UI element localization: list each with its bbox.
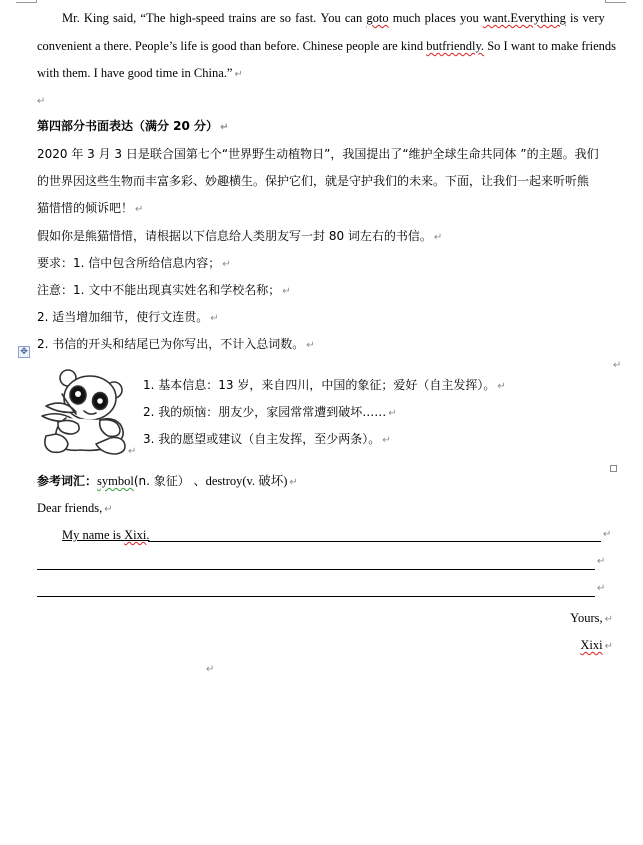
vocab-line (37, 473, 298, 491)
passage-word: You (320, 11, 341, 25)
task-line (37, 228, 442, 246)
paragraph-mark-icon: ↵ (104, 504, 113, 515)
intro-text: 的世界因这些生物而丰富多彩、妙趣横生。保护它们，就是守护我们的未来。下面，让我们一起来听听熊 (37, 174, 590, 188)
note-line-1 (37, 282, 291, 300)
passage-word: trains (228, 11, 257, 25)
note-line-2 (37, 309, 219, 327)
info-item-text: 2. 我的烦恼：朋友少，家园常常遭到破坏…… (143, 405, 387, 419)
info-item-2 (143, 404, 397, 422)
requirement-text: 要求：1. 信中包含所给信息内容； (37, 256, 221, 270)
paragraph-mark-icon: ↵ (433, 232, 443, 243)
passage-text: convenient a there. People’s life is good than before. Chinese people are kind butfriendly. So I want to make friends (37, 39, 617, 53)
paragraph-mark-icon: ↵ (604, 641, 613, 652)
intro-line-1 (37, 146, 599, 162)
passage-word: King (83, 11, 109, 25)
passage-word: places (424, 11, 456, 25)
paragraph-mark-icon: ↵ (220, 122, 229, 133)
table-resize-handle[interactable] (610, 465, 617, 472)
paragraph-mark-icon: ↵ (388, 408, 397, 419)
note-line-3 (37, 336, 315, 354)
paragraph-mark-icon: ↵ (37, 96, 46, 107)
answer-line-3[interactable] (37, 596, 595, 597)
info-item-text: 3. 我的愿望或建议（自主发挥，至少两条）。 (143, 432, 381, 446)
vocab-label: 参考词汇： (37, 474, 98, 488)
paragraph-mark-icon: ↵ (206, 664, 215, 675)
intro-line-3 (37, 200, 143, 218)
vocab-word-symbol: symbol (97, 474, 134, 488)
closing-text: Yours, (570, 611, 603, 625)
paragraph-mark-icon: ↵ (597, 556, 606, 567)
passage-word: want.Everything (482, 11, 566, 25)
letter-first-line-text: My name is Xixi. (62, 528, 150, 542)
passage-word: said, (113, 11, 137, 25)
passage-justified-line (37, 10, 605, 26)
page-corner-mark-left (16, 0, 37, 3)
vocab-word-destroy: destroy(v. 破坏) (205, 474, 288, 488)
passage-line-3 (37, 65, 243, 83)
letter-salutation (37, 500, 113, 518)
section-title-text: 第四部分书面表达（满分 20 分） (37, 119, 219, 133)
passage-word: can (344, 11, 363, 25)
paragraph-mark-icon: ↵ (604, 614, 613, 625)
vocab-separator: 、 (189, 474, 206, 488)
panda-illustration (36, 364, 142, 456)
paragraph-mark-icon: ↵ (135, 204, 144, 215)
paragraph-mark-icon: ↵ (306, 340, 315, 351)
note-text: 2. 适当增加细节，使行文连贯。 (37, 310, 209, 324)
passage-word: are (260, 11, 276, 25)
paragraph-mark-icon: ↵ (603, 529, 612, 540)
passage-word: you (460, 11, 479, 25)
passage-word: so (279, 11, 291, 25)
passage-word: is (570, 11, 579, 25)
passage-word: Mr. (62, 11, 80, 25)
passage-word: fast. (295, 11, 317, 25)
intro-text: 猫惜惜的倾诉吧！ (37, 201, 134, 215)
passage-line-1 (37, 10, 605, 26)
answer-line-2[interactable] (37, 569, 595, 570)
empty-paragraph (37, 92, 45, 110)
paragraph-mark-icon: ↵ (282, 286, 291, 297)
section-title (37, 118, 228, 136)
salutation-text: Dear friends, (37, 501, 103, 515)
letter-closing (570, 610, 613, 628)
table-move-handle-icon[interactable]: ✥ (18, 346, 30, 358)
info-item-1 (143, 377, 506, 395)
paragraph-mark-icon: ↵ (289, 477, 298, 488)
page-corner-mark-right (605, 0, 626, 3)
requirement-line (37, 255, 231, 273)
note-text: 2. 书信的开头和结尾已为你写出，不计入总词数。 (37, 337, 305, 351)
task-text: 假如你是熊猫惜惜，请根据以下信息给人类朋友写一封 80 词左右的书信。 (37, 229, 432, 243)
info-item-3 (143, 431, 391, 449)
passage-line-2 (37, 38, 616, 54)
passage-word: goto (366, 11, 389, 25)
paragraph-mark-icon: ↵ (128, 446, 137, 457)
paragraph-mark-icon: ↵ (222, 259, 231, 270)
paragraph-mark-icon: ↵ (210, 313, 219, 324)
paragraph-mark-icon: ↵ (613, 360, 622, 371)
paragraph-mark-icon: ↵ (234, 69, 243, 80)
letter-signature (580, 637, 613, 655)
passage-word: “The (140, 11, 166, 25)
passage-text: with them. I have good time in China.” (37, 66, 233, 80)
answer-line-1[interactable] (148, 541, 601, 542)
passage-word: very (582, 11, 605, 25)
passage-word: high-speed (169, 11, 225, 25)
info-item-text: 1. 基本信息：13 岁，来自四川，中国的象征；爱好（自主发挥）。 (143, 378, 496, 392)
vocab-gloss: (n. 象征） (133, 474, 190, 488)
intro-text: 2020 年 3 月 3 日是联合国第七个“世界野生动植物日”，我国提出了“维护全球生命共同体 ”的主题。我们 (37, 147, 599, 161)
intro-line-2 (37, 173, 589, 189)
passage-word: much (392, 11, 421, 25)
paragraph-mark-icon: ↵ (497, 381, 506, 392)
letter-first-line[interactable] (62, 527, 150, 543)
signature-text: Xixi (580, 638, 603, 652)
paragraph-mark-icon: ↵ (597, 583, 606, 594)
note-text: 注意：1. 文中不能出现真实姓名和学校名称； (37, 283, 281, 297)
paragraph-mark-icon: ↵ (382, 435, 391, 446)
